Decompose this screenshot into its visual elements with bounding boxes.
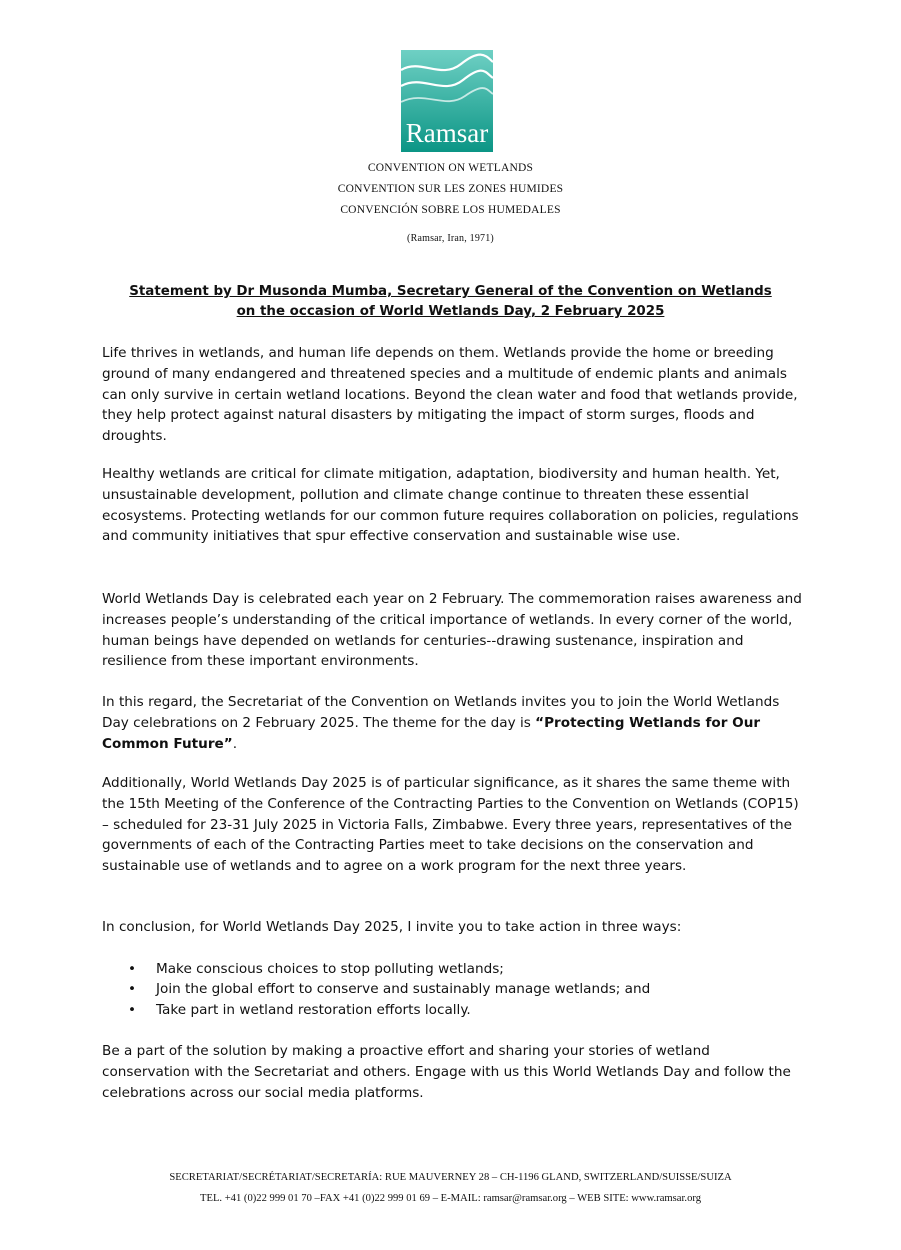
p4-end: . xyxy=(232,735,238,752)
theme-text: “Protecting Wetlands for Our Common Future” xyxy=(102,714,761,752)
paragraph-7: Be a part of the solution by making a proactive effort and sharing your stories of wetland conservation with the Secretariat and others. Engage with us this World Wetlands Day and follow the celebrations across our social media platforms. xyxy=(102,1043,791,1101)
logo-wordmark: Ramsar xyxy=(405,118,489,148)
place-year: (Ramsar, Iran, 1971) xyxy=(407,233,494,244)
title-line-2: on the occasion of World Wetlands Day, 2 February 2025 xyxy=(236,304,665,319)
bullet-dot: • xyxy=(128,981,137,997)
p4-intro: In this regard, the Secretariat of the Convention on Wetlands invites you to join the World Wetlands Day celebrations on 2 February 2025. The theme for the day is xyxy=(102,694,780,731)
paragraph-4 xyxy=(102,692,802,754)
paragraph-3: World Wetlands Day is celebrated each year on 2 February. The commemoration raises awareness and increases people’s understanding of the critical importance of wetlands. In every corner of the world, human beings have depended on wetlands for centuries--drawing sustenance, inspiration and resilience from these important environments. xyxy=(102,591,802,670)
footer-contact: TEL. +41 (0)22 999 01 70 –FAX +41 (0)22 999 01 69 – E-MAIL: ramsar@ramsar.org – WEB SITE: www.ramsar.org xyxy=(200,1193,701,1204)
paragraph-1: Life thrives in wetlands, and human life depends on them. Wetlands provide the home or breeding ground of many endangered and threatened species and a multitude of endemic plants and animals can only survive in certain wetland locations. Beyond the clean water and food that wetlands provide, they help protect against natural disasters by mitigating the impact of storm surges, floods and droughts. xyxy=(102,345,798,445)
convention-line-fr: CONVENTION SUR LES ZONES HUMIDES xyxy=(337,183,564,195)
statement-title xyxy=(0,282,901,322)
convention-line-es: CONVENCIÓN SOBRE LOS HUMEDALES xyxy=(340,204,561,216)
paragraph-5: Additionally, World Wetlands Day 2025 is of particular significance, as it shares the same theme with the 15th Meeting of the Conference of the Contracting Parties to the Convention on Wetlands (COP15) – scheduled for 23-31 July 2025 in Victoria Falls, Zimbabwe. Every three years, representatives of the governments of each of the Contracting Parties meet to take decisions on the conservation and sustainable use of wetlands and to agree on a work program for the next three years. xyxy=(102,775,799,875)
bullet-text: Join the global effort to conserve and sustainably manage wetlands; and xyxy=(156,981,651,997)
paragraph-2: Healthy wetlands are critical for climate mitigation, adaptation, biodiversity and human health. Yet, unsustainable development, pollution and climate change continue to threaten these essential ecosystems. Protecting wetlands for our common future requires collaboration on policies, regulations and community initiatives that spur effective conservation and sustainable wise use. xyxy=(102,466,799,545)
paragraph-6: In conclusion, for World Wetlands Day 2025, I invite you to take action in three ways: xyxy=(102,919,682,935)
footer-address: SECRETARIAT/SECRÉTARIAT/SECRETARÍA: RUE MAUVERNEY 28 – CH-1196 GLAND, SWITZERLAND/SUISSE/SUIZA xyxy=(169,1172,732,1183)
convention-line-en: CONVENTION ON WETLANDS xyxy=(367,162,534,174)
bullet-text: Make conscious choices to stop polluting wetlands; xyxy=(156,961,504,977)
ramsar-logo xyxy=(401,50,493,152)
title-line-1: Statement by Dr Musonda Mumba, Secretary General of the Convention on Wetlands xyxy=(129,284,772,299)
bullet-dot: • xyxy=(128,961,137,977)
bullet-dot: • xyxy=(128,1002,137,1018)
bullet-text: Take part in wetland restoration efforts locally. xyxy=(156,1002,471,1018)
